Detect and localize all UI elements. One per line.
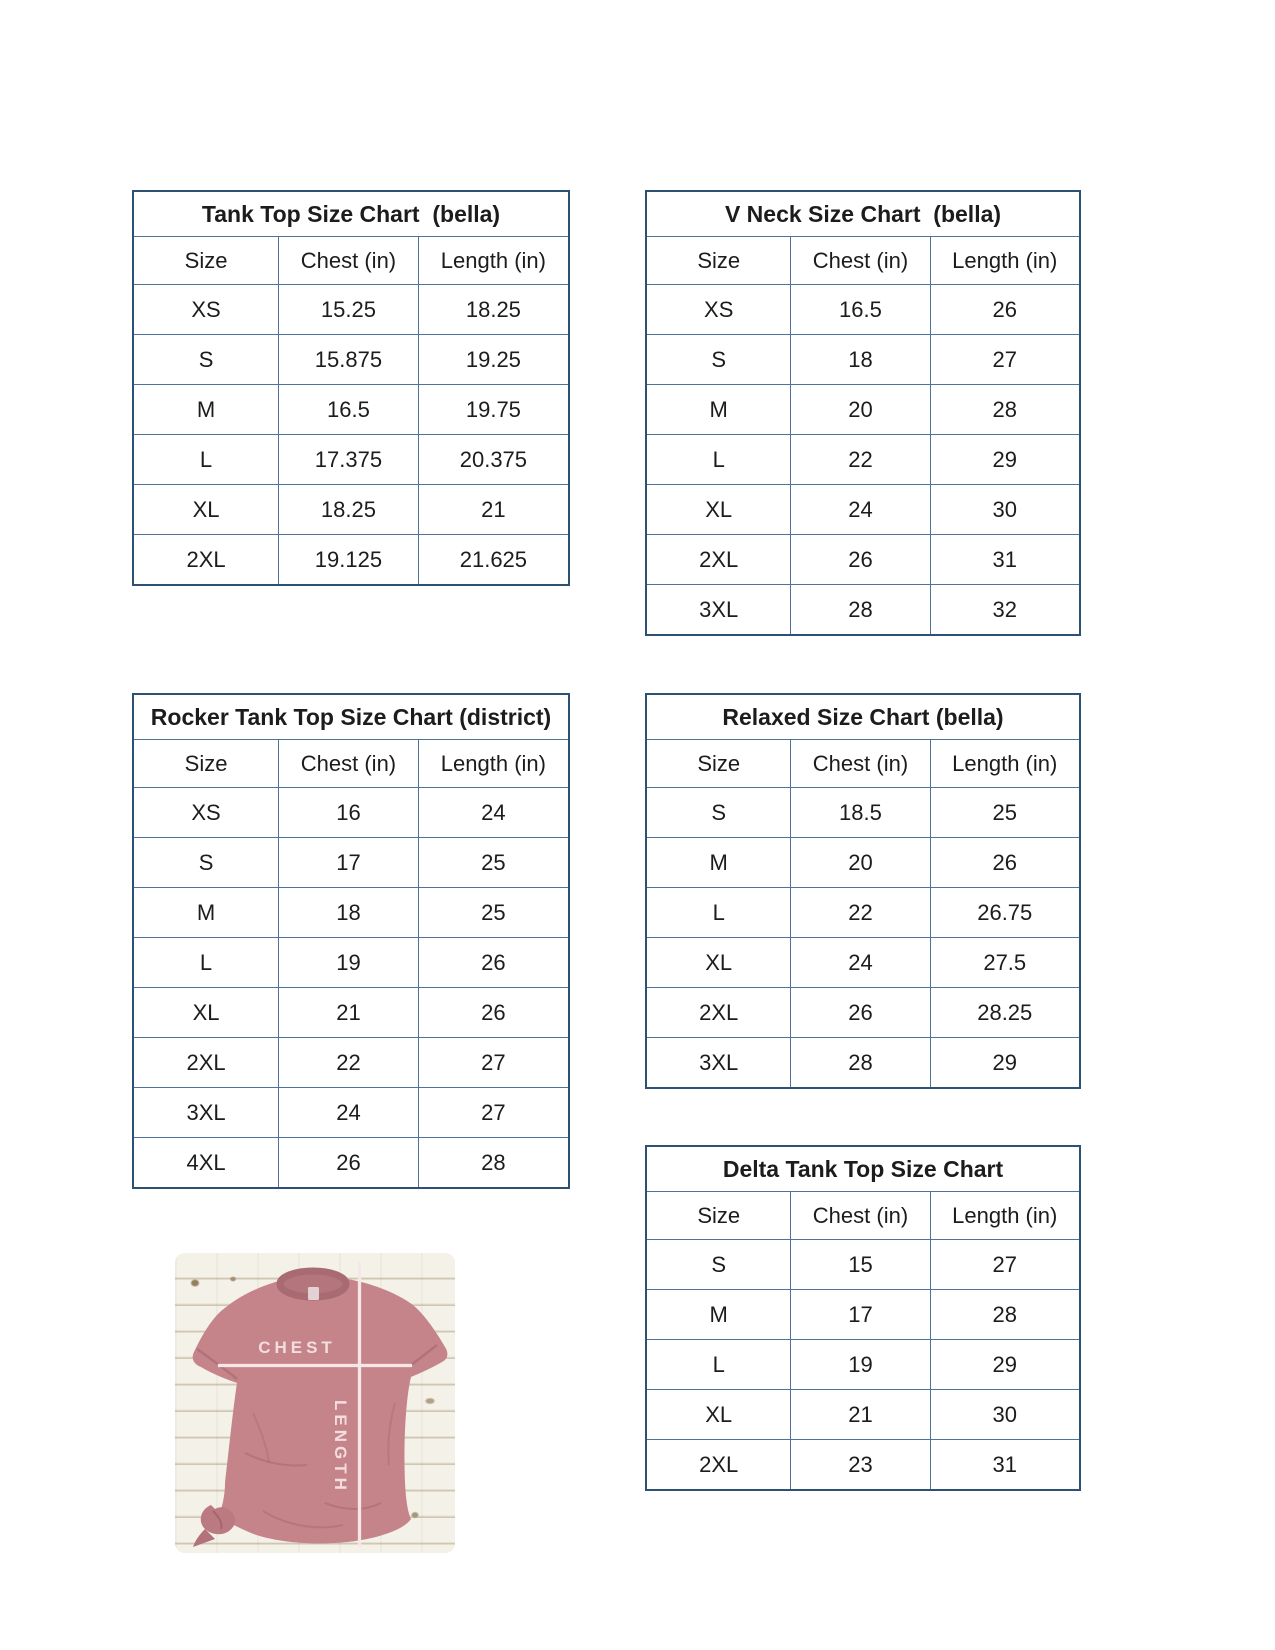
table-cell: XS [704, 296, 734, 322]
table-cell: L [712, 1351, 725, 1377]
header-cell: Size [184, 750, 228, 776]
table-cell: 26 [930, 838, 1079, 887]
table-row [134, 937, 568, 987]
table-row [647, 787, 1079, 837]
table-row [647, 284, 1079, 334]
table-row [647, 1239, 1079, 1289]
table-cell: 17 [278, 838, 418, 887]
table-cell: 15.875 [278, 335, 418, 384]
table-cell: 15.25 [278, 285, 418, 334]
table-cell: 24 [278, 1088, 418, 1137]
table-row [647, 434, 1079, 484]
table-cell: 2XL [699, 546, 739, 572]
table-row [134, 534, 568, 584]
table-title: Delta Tank Top Size Chart [722, 1155, 1004, 1182]
table-cell: L [712, 899, 725, 925]
table-cell: 18 [790, 335, 929, 384]
table-cell: 2XL [186, 546, 226, 572]
table-cell: XL [705, 949, 733, 975]
table-cell: 28 [930, 1290, 1079, 1339]
header-cell: Length (in) [930, 740, 1079, 787]
table-cell: 25 [418, 838, 568, 887]
table-cell: 18.25 [278, 485, 418, 534]
table-cell: 25 [930, 788, 1079, 837]
table-cell: M [709, 849, 728, 875]
table-row [647, 1389, 1079, 1439]
chest-label: CHEST [258, 1338, 336, 1357]
header-cell: Length (in) [930, 237, 1079, 284]
table-cell: L [199, 949, 213, 975]
table-cell: 18.5 [790, 788, 929, 837]
header-cell: Chest (in) [278, 237, 418, 284]
table-cell: M [196, 899, 216, 925]
table-cell: 26 [278, 1138, 418, 1187]
table-cell: 32 [930, 585, 1079, 634]
table-row [647, 887, 1079, 937]
table-title: V Neck Size Chart (bella) [724, 200, 1002, 227]
tshirt-graphic [175, 1253, 455, 1553]
table-row [647, 837, 1079, 887]
table-cell: L [199, 446, 213, 472]
table-header-row [647, 236, 1079, 284]
table-row [647, 534, 1079, 584]
table-title: Tank Top Size Chart (bella) [201, 200, 501, 227]
table-row [647, 584, 1079, 634]
table-row [647, 334, 1079, 384]
table-row [647, 1339, 1079, 1389]
table-cell: 17.375 [278, 435, 418, 484]
table-cell: 15 [790, 1240, 929, 1289]
table-cell: S [198, 849, 214, 875]
tank-top-size-chart-table [132, 190, 570, 586]
table-row [134, 434, 568, 484]
table-cell: L [712, 446, 725, 472]
header-cell: Chest (in) [790, 237, 929, 284]
table-cell: XL [192, 496, 220, 522]
table-row [647, 484, 1079, 534]
table-row [647, 987, 1079, 1037]
table-cell: 26 [790, 535, 929, 584]
table-header-row [134, 739, 568, 787]
table-cell: 27.5 [930, 938, 1079, 987]
table-cell: 19.75 [418, 385, 568, 434]
table-cell: 2XL [699, 999, 739, 1025]
table-cell: 27 [418, 1038, 568, 1087]
table-cell: XS [191, 799, 221, 825]
relaxed-size-chart-table [645, 693, 1081, 1089]
table-cell: 27 [930, 1240, 1079, 1289]
table-cell: 20.375 [418, 435, 568, 484]
table-cell: M [709, 396, 728, 422]
header-cell: Chest (in) [278, 740, 418, 787]
table-cell: XL [705, 1401, 733, 1427]
table-row [134, 1037, 568, 1087]
table-cell: 30 [930, 1390, 1079, 1439]
header-cell: Size [184, 247, 228, 273]
table-cell: 28 [930, 385, 1079, 434]
table-cell: 23 [790, 1440, 929, 1489]
table-cell: 26 [418, 988, 568, 1037]
table-cell: 19.125 [278, 535, 418, 584]
table-row [647, 1289, 1079, 1339]
table-row [647, 384, 1079, 434]
table-cell: XL [192, 999, 220, 1025]
table-cell: XL [705, 496, 733, 522]
table-cell: 24 [790, 938, 929, 987]
delta-tank-size-chart-table [645, 1145, 1081, 1491]
header-cell: Size [697, 247, 741, 273]
table-cell: S [711, 1251, 727, 1277]
table-row [647, 1439, 1079, 1489]
table-cell: 2XL [699, 1451, 739, 1477]
shirt-measurement-photo [175, 1253, 455, 1553]
table-row [134, 484, 568, 534]
table-cell: 29 [930, 435, 1079, 484]
table-cell: M [196, 396, 216, 422]
table-cell: 22 [790, 888, 929, 937]
table-cell: 16.5 [278, 385, 418, 434]
table-cell: 28.25 [930, 988, 1079, 1037]
table-cell: 25 [418, 888, 568, 937]
chest-measure-line [218, 1364, 412, 1367]
header-cell: Length (in) [930, 1192, 1079, 1239]
table-row [134, 837, 568, 887]
table-cell: XS [191, 296, 221, 322]
table-cell: 31 [930, 1440, 1079, 1489]
table-cell: 26 [930, 285, 1079, 334]
table-cell: 29 [930, 1038, 1079, 1087]
table-cell: 29 [930, 1340, 1079, 1389]
table-cell: 21 [790, 1390, 929, 1439]
table-row [134, 787, 568, 837]
table-cell: 27 [930, 335, 1079, 384]
table-cell: S [198, 346, 214, 372]
table-cell: 21.625 [418, 535, 568, 584]
table-cell: 24 [790, 485, 929, 534]
table-cell: 2XL [186, 1049, 226, 1075]
header-cell: Chest (in) [790, 740, 929, 787]
table-cell: 3XL [699, 596, 739, 622]
table-cell: 27 [418, 1088, 568, 1137]
table-header-row [647, 1191, 1079, 1239]
table-cell: 26 [790, 988, 929, 1037]
table-cell: 30 [930, 485, 1079, 534]
table-row [647, 937, 1079, 987]
table-row [134, 384, 568, 434]
table-cell: 4XL [186, 1149, 226, 1175]
table-cell: S [711, 799, 727, 825]
table-cell: 28 [790, 1038, 929, 1087]
table-cell: 22 [790, 435, 929, 484]
table-row [134, 887, 568, 937]
table-cell: 24 [418, 788, 568, 837]
table-title: Rocker Tank Top Size Chart (district) [150, 703, 552, 730]
table-cell: M [709, 1301, 728, 1327]
table-cell: 21 [278, 988, 418, 1037]
header-cell: Length (in) [418, 237, 568, 284]
table-cell: 19 [278, 938, 418, 987]
table-cell: 16.5 [790, 285, 929, 334]
table-cell: 18 [278, 888, 418, 937]
header-cell: Size [697, 1202, 741, 1228]
v-neck-size-chart-table [645, 190, 1081, 636]
length-label: LENGTH [331, 1400, 350, 1494]
table-header-row [647, 739, 1079, 787]
table-row [134, 987, 568, 1037]
table-cell: 26.75 [930, 888, 1079, 937]
table-cell: 21 [418, 485, 568, 534]
header-cell: Chest (in) [790, 1192, 929, 1239]
rocker-tank-size-chart-table [132, 693, 570, 1189]
table-cell: 3XL [186, 1099, 226, 1125]
table-cell: 26 [418, 938, 568, 987]
table-row [134, 334, 568, 384]
table-cell: 28 [418, 1138, 568, 1187]
table-cell: 16 [278, 788, 418, 837]
header-cell: Length (in) [418, 740, 568, 787]
table-cell: S [711, 346, 727, 372]
table-cell: 20 [790, 838, 929, 887]
table-cell: 31 [930, 535, 1079, 584]
table-row [134, 1087, 568, 1137]
table-row [647, 1037, 1079, 1087]
table-cell: 17 [790, 1290, 929, 1339]
table-row [134, 1137, 568, 1187]
header-cell: Size [697, 750, 741, 776]
length-measure-line [358, 1262, 361, 1547]
table-cell: 20 [790, 385, 929, 434]
table-cell: 3XL [699, 1049, 739, 1075]
table-row [134, 284, 568, 334]
table-cell: 18.25 [418, 285, 568, 334]
table-header-row [134, 236, 568, 284]
table-cell: 19 [790, 1340, 929, 1389]
table-cell: 19.25 [418, 335, 568, 384]
table-title: Relaxed Size Chart (bella) [722, 703, 1004, 730]
table-cell: 22 [278, 1038, 418, 1087]
table-cell: 28 [790, 585, 929, 634]
